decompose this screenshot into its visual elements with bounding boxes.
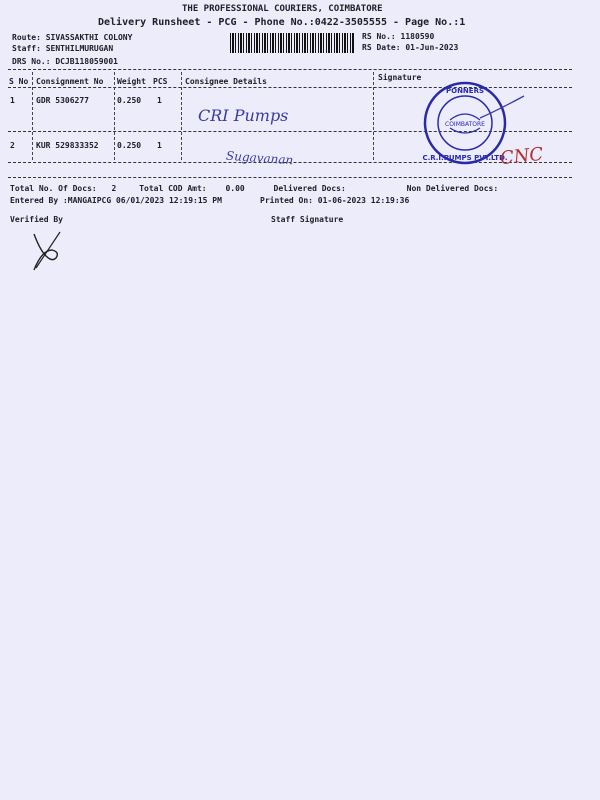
handwritten-signature-mark: CNC bbox=[499, 143, 545, 170]
total-docs-label: Total No. Of Docs: bbox=[10, 184, 97, 193]
total-cod-value: 0.00 bbox=[225, 184, 245, 193]
col-divider bbox=[32, 72, 33, 160]
signature-stroke bbox=[478, 92, 528, 122]
staff-value: SENTHILMURUGAN bbox=[45, 44, 114, 53]
row-1-weight: 0.250 bbox=[117, 96, 142, 105]
verified-signature-scribble bbox=[26, 228, 66, 274]
row-2-sno: 2 bbox=[10, 141, 15, 150]
row-2-consignment: KUR 529833352 bbox=[36, 141, 99, 150]
stamp-inner-text: COIMBATORE bbox=[445, 121, 485, 128]
row-1-pcs: 1 bbox=[157, 96, 162, 105]
col-header-sno: S No bbox=[9, 77, 29, 86]
col-header-pcs: PCS bbox=[153, 77, 168, 86]
rs-date-line bbox=[362, 43, 458, 52]
row-2-weight: 0.250 bbox=[117, 141, 142, 150]
total-docs-value: 2 bbox=[111, 184, 117, 193]
rs-no-label: RS No.: bbox=[362, 32, 396, 41]
total-cod-label: Total COD Amt: bbox=[139, 184, 207, 193]
row-1-sno: 1 bbox=[10, 96, 15, 105]
non-delivered-docs-label: Non Delivered Docs: bbox=[406, 184, 499, 193]
runsheet-subtitle: Delivery Runsheet - PCG - Phone No.:0422-3505555 - Page No.:1 bbox=[98, 17, 466, 28]
col-header-consignee: Consignee Details bbox=[185, 77, 267, 86]
stamp-ring-text: PONNERS bbox=[445, 87, 485, 95]
row-1-consignment: GDR 5306277 bbox=[36, 96, 89, 105]
rs-no-value: 1180590 bbox=[400, 32, 435, 41]
route-line bbox=[12, 33, 132, 42]
route-label: Route: bbox=[12, 33, 41, 42]
col-divider bbox=[114, 72, 115, 160]
rs-date-label: RS Date: bbox=[362, 43, 401, 52]
col-divider bbox=[373, 72, 374, 160]
table-bottom-rule bbox=[8, 177, 572, 178]
entered-by: Entered By :MANGAIPCG 06/01/2023 12:19:15 PM bbox=[10, 196, 222, 205]
barcode bbox=[230, 33, 355, 53]
col-header-consignment: Consignment No bbox=[36, 77, 104, 86]
col-header-signature: Signature bbox=[378, 73, 422, 82]
staff-label: Staff: bbox=[12, 44, 41, 53]
verified-by-label: Verified By bbox=[10, 215, 63, 224]
col-divider bbox=[181, 72, 182, 160]
rs-no-line bbox=[362, 32, 434, 41]
row-1-consignee-handwriting: CRI Pumps bbox=[198, 106, 289, 125]
delivered-docs-label: Delivered Docs: bbox=[273, 184, 346, 193]
drs-label: DRS No.: bbox=[12, 57, 51, 66]
row-2-consignee-handwriting: Sugavanan bbox=[225, 148, 294, 168]
staff-line bbox=[12, 44, 113, 53]
company-title: THE PROFESSIONAL COURIERS, COIMBATORE bbox=[182, 4, 383, 14]
drs-value: DCJB118059001 bbox=[55, 57, 118, 66]
rs-date-value: 01-Jun-2023 bbox=[405, 43, 459, 52]
route-value: SIVASSAKTHI COLONY bbox=[45, 33, 133, 42]
stamp-outer-text: C.R.I.PUMPS PVT.LTD. bbox=[422, 154, 508, 162]
printed-on: Printed On: 01-06-2023 12:19:36 bbox=[260, 196, 410, 205]
summary-line bbox=[10, 184, 498, 193]
table-top-rule bbox=[8, 69, 572, 70]
row-2-pcs: 1 bbox=[157, 141, 162, 150]
staff-signature-label: Staff Signature bbox=[271, 215, 344, 224]
col-header-weight: Weight bbox=[117, 77, 146, 86]
drs-line bbox=[12, 57, 118, 66]
